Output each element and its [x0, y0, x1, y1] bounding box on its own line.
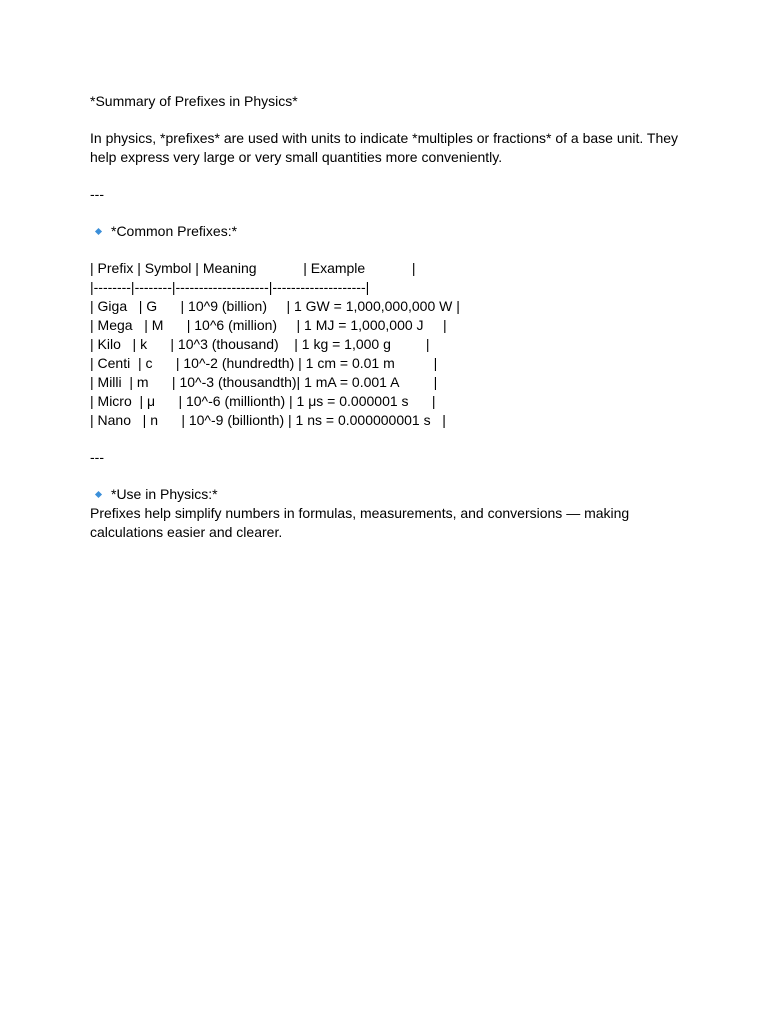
table-row: | Nano | n | 10^-9 (billionth) | 1 ns = 0.000000001 s | [90, 412, 446, 428]
table-row: | Micro | μ | 10^-6 (millionth) | 1 μs = 0.000001 s | [90, 393, 436, 409]
separator: --- [90, 186, 104, 202]
table-row: | Kilo | k | 10^3 (thousand) | 1 kg = 1,000 g | [90, 336, 430, 352]
table-line-divider: |--------|--------|--------------------|--------------------| [90, 279, 370, 295]
table-row: | Centi | c | 10^-2 (hundredth) | 1 cm = 0.01 m | [90, 355, 438, 371]
common-prefixes-heading-row [90, 222, 690, 241]
spacer [90, 111, 690, 129]
table-row: | Mega | M | 10^6 (million) | 1 MJ = 1,000,000 J | [90, 317, 447, 333]
document-title: *Summary of Prefixes in Physics* [90, 93, 298, 109]
table-line-header: | Prefix | Symbol | Meaning | Example | [90, 260, 416, 276]
small-blue-diamond-icon [95, 485, 103, 504]
table-row: | Milli | m | 10^-3 (thousandth)| 1 mA = 0.001 A | [90, 374, 438, 390]
spacer [90, 204, 690, 222]
document-body [90, 92, 690, 542]
use-in-physics-paragraph: Prefixes help simplify numbers in formulas, measurements, and conversions — making calculations easier and clearer. [90, 505, 630, 540]
small-blue-diamond-icon [95, 222, 103, 241]
use-in-physics-heading: *Use in Physics:* [111, 486, 218, 502]
intro-paragraph: In physics, *prefixes* are used with units to indicate *multiples or fractions* of a base unit. They help express very large or very small quantities more conveniently. [90, 130, 679, 165]
spacer [90, 241, 690, 259]
table-row: | Giga | G | 10^9 (billion) | 1 GW = 1,000,000,000 W | [90, 298, 460, 314]
spacer [90, 167, 690, 185]
separator: --- [90, 449, 104, 465]
common-prefixes-heading: *Common Prefixes:* [111, 223, 238, 239]
use-in-physics-heading-row [90, 485, 690, 504]
spacer [90, 430, 690, 448]
spacer [90, 467, 690, 485]
